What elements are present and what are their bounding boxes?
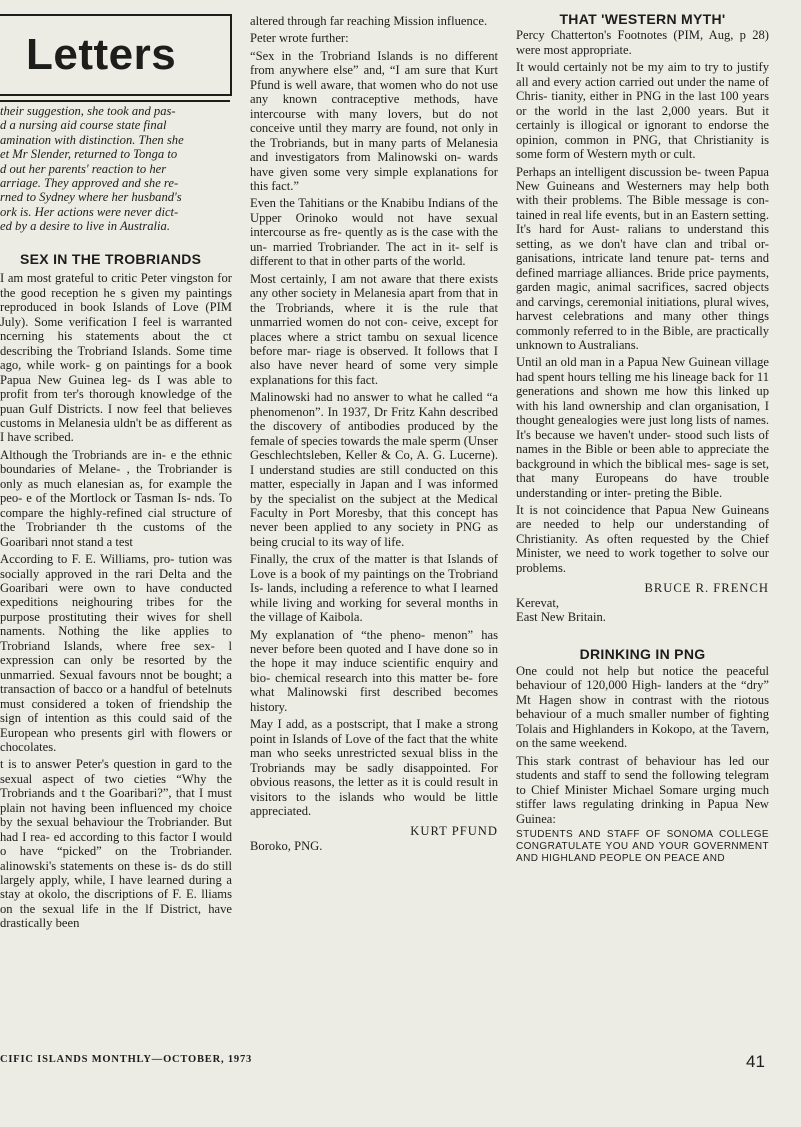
body-paragraph: Until an old man in a Papua New Guinean village had spent hours telling me his lineage back for 11 generations and shown me how this linked up with his land ownership and clan organisation, I thought genealogies were just long lists of names. It's because we haven't under- stood such lists of names in the Bible or been able to appreciate the background in which the biblical mes- sage is set, that many Europeans do have trouble understanding or inter- preting the Bible. — [516, 355, 769, 500]
body-paragraph: Although the Trobriands are in- e the ethnic boundaries of Melane- , the Trobriander is only as much elanesian as, for example the peo- e of the Mortlock or Tasman Is- nds. To compare the highly-refined cial structure of the Trobriander th the customs of the Goaribari nnot stand a test — [0, 447, 232, 549]
intro-line: rned to Sydney where her husband's — [0, 190, 182, 205]
body-paragraph: It would certainly not be my aim to try to justify all and every action carried out under the name of Chris- tianity, either in PNG in the last 100 years or the world in the last 2,000 years. But it certainly is illogical or ignorant to endorse the opinion, common in PNG, that Christianity is some form of Western myth or cult. — [516, 60, 769, 162]
letters-masthead — [0, 14, 232, 96]
masthead-rule — [0, 100, 230, 102]
intro-line: ed by a desire to live in Australia. — [0, 219, 170, 234]
body-paragraph: Perhaps an intelligent discussion be- tween Papua New Guineans and Westerners may help both with their problems. The Bible message is con- tained in real life events, but in an Eastern setting. It's hard for Aust- ralians to understand this setting, as we don't have clan and tribal or- ganisations, intricate land tenure pat- terns and defined marriage alliances. Bride price payments, garden magic, animal sacrifices, sacred objects and carvings, ceremonial initiations, plural wives, harvest celebrations and many other things commonly referred to in the Bible, are practically unknown to Australians. — [516, 164, 769, 352]
signature-location: Boroko, PNG. — [250, 838, 323, 853]
column-1-letter — [0, 252, 232, 934]
body-paragraph: I am most grateful to critic Peter vingston for the good reception he s given my paintings reproduced in book Islands of Love (PIM July). Some verification I feel is warranted ncerning his statements about the ct describing the Trobriand Islands. Some time ago, while work- g on paintings for a book Papua New Guinea leg- ds I was able to profit from ter's thorough knowledge of the puan Gulf Districts. I now feel that believes customs in Melanesia uldn't be as different as I have scribed. — [0, 271, 232, 445]
signature-bruce-french: BRUCE R. FRENCH — [644, 581, 769, 596]
body-paragraph: “Sex in the Trobriand Islands is no different from anywhere else” and, “I am sure that Kurt Pfund is well aware, that women who do not use any known contraceptive methods, have intercourse with many lovers, but do not conceive until they marry are found, not only in the Trobriands, but in many parts of Melanesia and investigators from Malinowski on- wards have given some very simple explanations for this fact.” — [250, 48, 498, 193]
body-paragraph: t is to answer Peter's question in gard to the sexual aspect of two cieties “Why the Trobriands and t the Goaribari?”, that I must plain not having been influenced my choice by the sexual behaviour the Trobriander. But had I rea- ed according to this factor I would o have “picked” on the Trobriander. alinowski's statements on these is- ds do still largely apply, while, I have learned during a stay at okolo, the discriptions of F. E. lliams on the sexual life in the lf District, have drastically been — [0, 757, 232, 931]
body-paragraph: Malinowski had no answer to what he called “a phenomenon”. In 1937, Dr Fritz Kahn described the discovery of antibodies produced by the female of species towards the male sperm (Unser Geschlechtsleben, Keller & Co, A. G. Lucerne). I understand studies are still conducted on this matter, especially in Japan and I was informed by the specialist on the subject at the Medical Faculty in Port Moresby, that this concept has never been applied to any society in PNG as being crucial to its way of life. — [250, 390, 498, 549]
running-footer: CIFIC ISLANDS MONTHLY—OCTOBER, 1973 — [0, 1054, 253, 1065]
intro-line: arriage. They approved and she re- — [0, 176, 179, 191]
intro-line: their suggestion, she took and pas- — [0, 104, 176, 118]
body-paragraph: Most certainly, I am not aware that there exists any other society in Melanesia apart from that in the Trobriands, where it is the rule that unmarried women do not con- ceive, except for places where a strict tambu on sexual licence before mar- riage is observed. It follows that I also have never heard of some very simple explanations for this fact. — [250, 271, 498, 387]
intro-line: et Mr Slender, returned to Tonga to — [0, 147, 178, 162]
telegram-text: STUDENTS AND STAFF OF SONOMA COLLEGE CONGRATULATE YOU AND YOUR GOVERNMENT AND HIGHLAND PEOPLE ON PEACE AND — [516, 829, 769, 865]
column-3-letters — [516, 12, 769, 865]
heading-drinking-in-png: DRINKING IN PNG — [579, 645, 706, 662]
body-paragraph: Percy Chatterton's Footnotes (PIM, Aug, p 28) were most appropriate. — [516, 28, 769, 57]
body-paragraph: May I add, as a postscript, that I make a strong point in Islands of Love of the fact that the white man who seeks unrestricted sexual bliss in the Trobriands may be sadly disappointed. For obvious reasons, the letter as it is could result in visitors to the islands who would be little appreciated. — [250, 717, 498, 819]
section-title: Letters — [26, 30, 177, 79]
body-paragraph: It is not coincidence that Papua New Guineans are needed to help our understanding of Christianity. As often requested by the Chief Minister, we need to work together to solve our problems. — [516, 502, 769, 575]
column-2-letter — [250, 14, 498, 853]
body-paragraph: Peter wrote further: — [250, 31, 349, 46]
intro-line: d out her parents' reaction to her — [0, 161, 167, 176]
intro-line: d a nursing aid course state final — [0, 118, 167, 133]
page-number: 41 — [746, 1052, 765, 1071]
heading-sex-in-the-trobriands: SEX IN THE TROBRIANDS — [20, 251, 202, 267]
signature-location: Kerevat, — [516, 595, 560, 610]
body-paragraph: Even the Tahitians or the Knabibu Indians of the Upper Orinoko would not have sexual intercourse as fre- quently as is the case with the un- married Trobriander. The act in it- self is different to that in other parts of the world. — [250, 196, 498, 269]
intro-line: ork is. Her actions were never dict- — [0, 204, 179, 219]
body-paragraph: altered through far reaching Mission influence. — [250, 14, 488, 28]
signature-location: East New Britain. — [516, 610, 606, 625]
body-paragraph: Finally, the crux of the matter is that Islands of Love is a book of my paintings on the Trobriand Is- lands, including a reference to what I learned while living and working for several months in the village of Kaibola. — [250, 552, 498, 625]
body-paragraph: My explanation of “the pheno- menon” has never before been quoted and I have done so in the hope it may induce scientific enquiry and bio- chemical research into this matter be- fore what Malinowski first described becomes history. — [250, 627, 498, 714]
intro-line: amination with distinction. Then she — [0, 132, 184, 147]
body-paragraph: This stark contrast of behaviour has led our students and staff to send the following telegram to Chief Minister Michael Somare urging much stiffer laws regulating drinking in Papua New Guinea: — [516, 753, 769, 826]
heading-western-myth: THAT 'WESTERN MYTH' — [559, 11, 726, 27]
body-paragraph: One could not help but notice the peaceful behaviour of 120,000 High- landers at the “dry” Mt Hagen show in contrast with the riotous behaviour of a much smaller number of fighting Tolais and Highlanders in Kokopo, at the Tavern, on the same weekend. — [516, 664, 769, 751]
body-paragraph: According to F. E. Williams, pro- tution was socially approved in the rari Delta and the Goaribari were own to have conducted expeditions neighouring tribes for the purpose prostituting their wives for shell naments. Nothing the like applies to Trobriand Islands, where free sex- l expression can only be resorted by the unmarried. Sexual favours nnot be bought; a transaction of bacco or a handful of betelnuts must considered a token of friendship the sign of intention as this could said of the European who presents girl with flowers or chocolates. — [0, 552, 232, 754]
signature-kurt-pfund: KURT PFUND — [410, 824, 498, 839]
intro-italic-text — [0, 104, 232, 234]
